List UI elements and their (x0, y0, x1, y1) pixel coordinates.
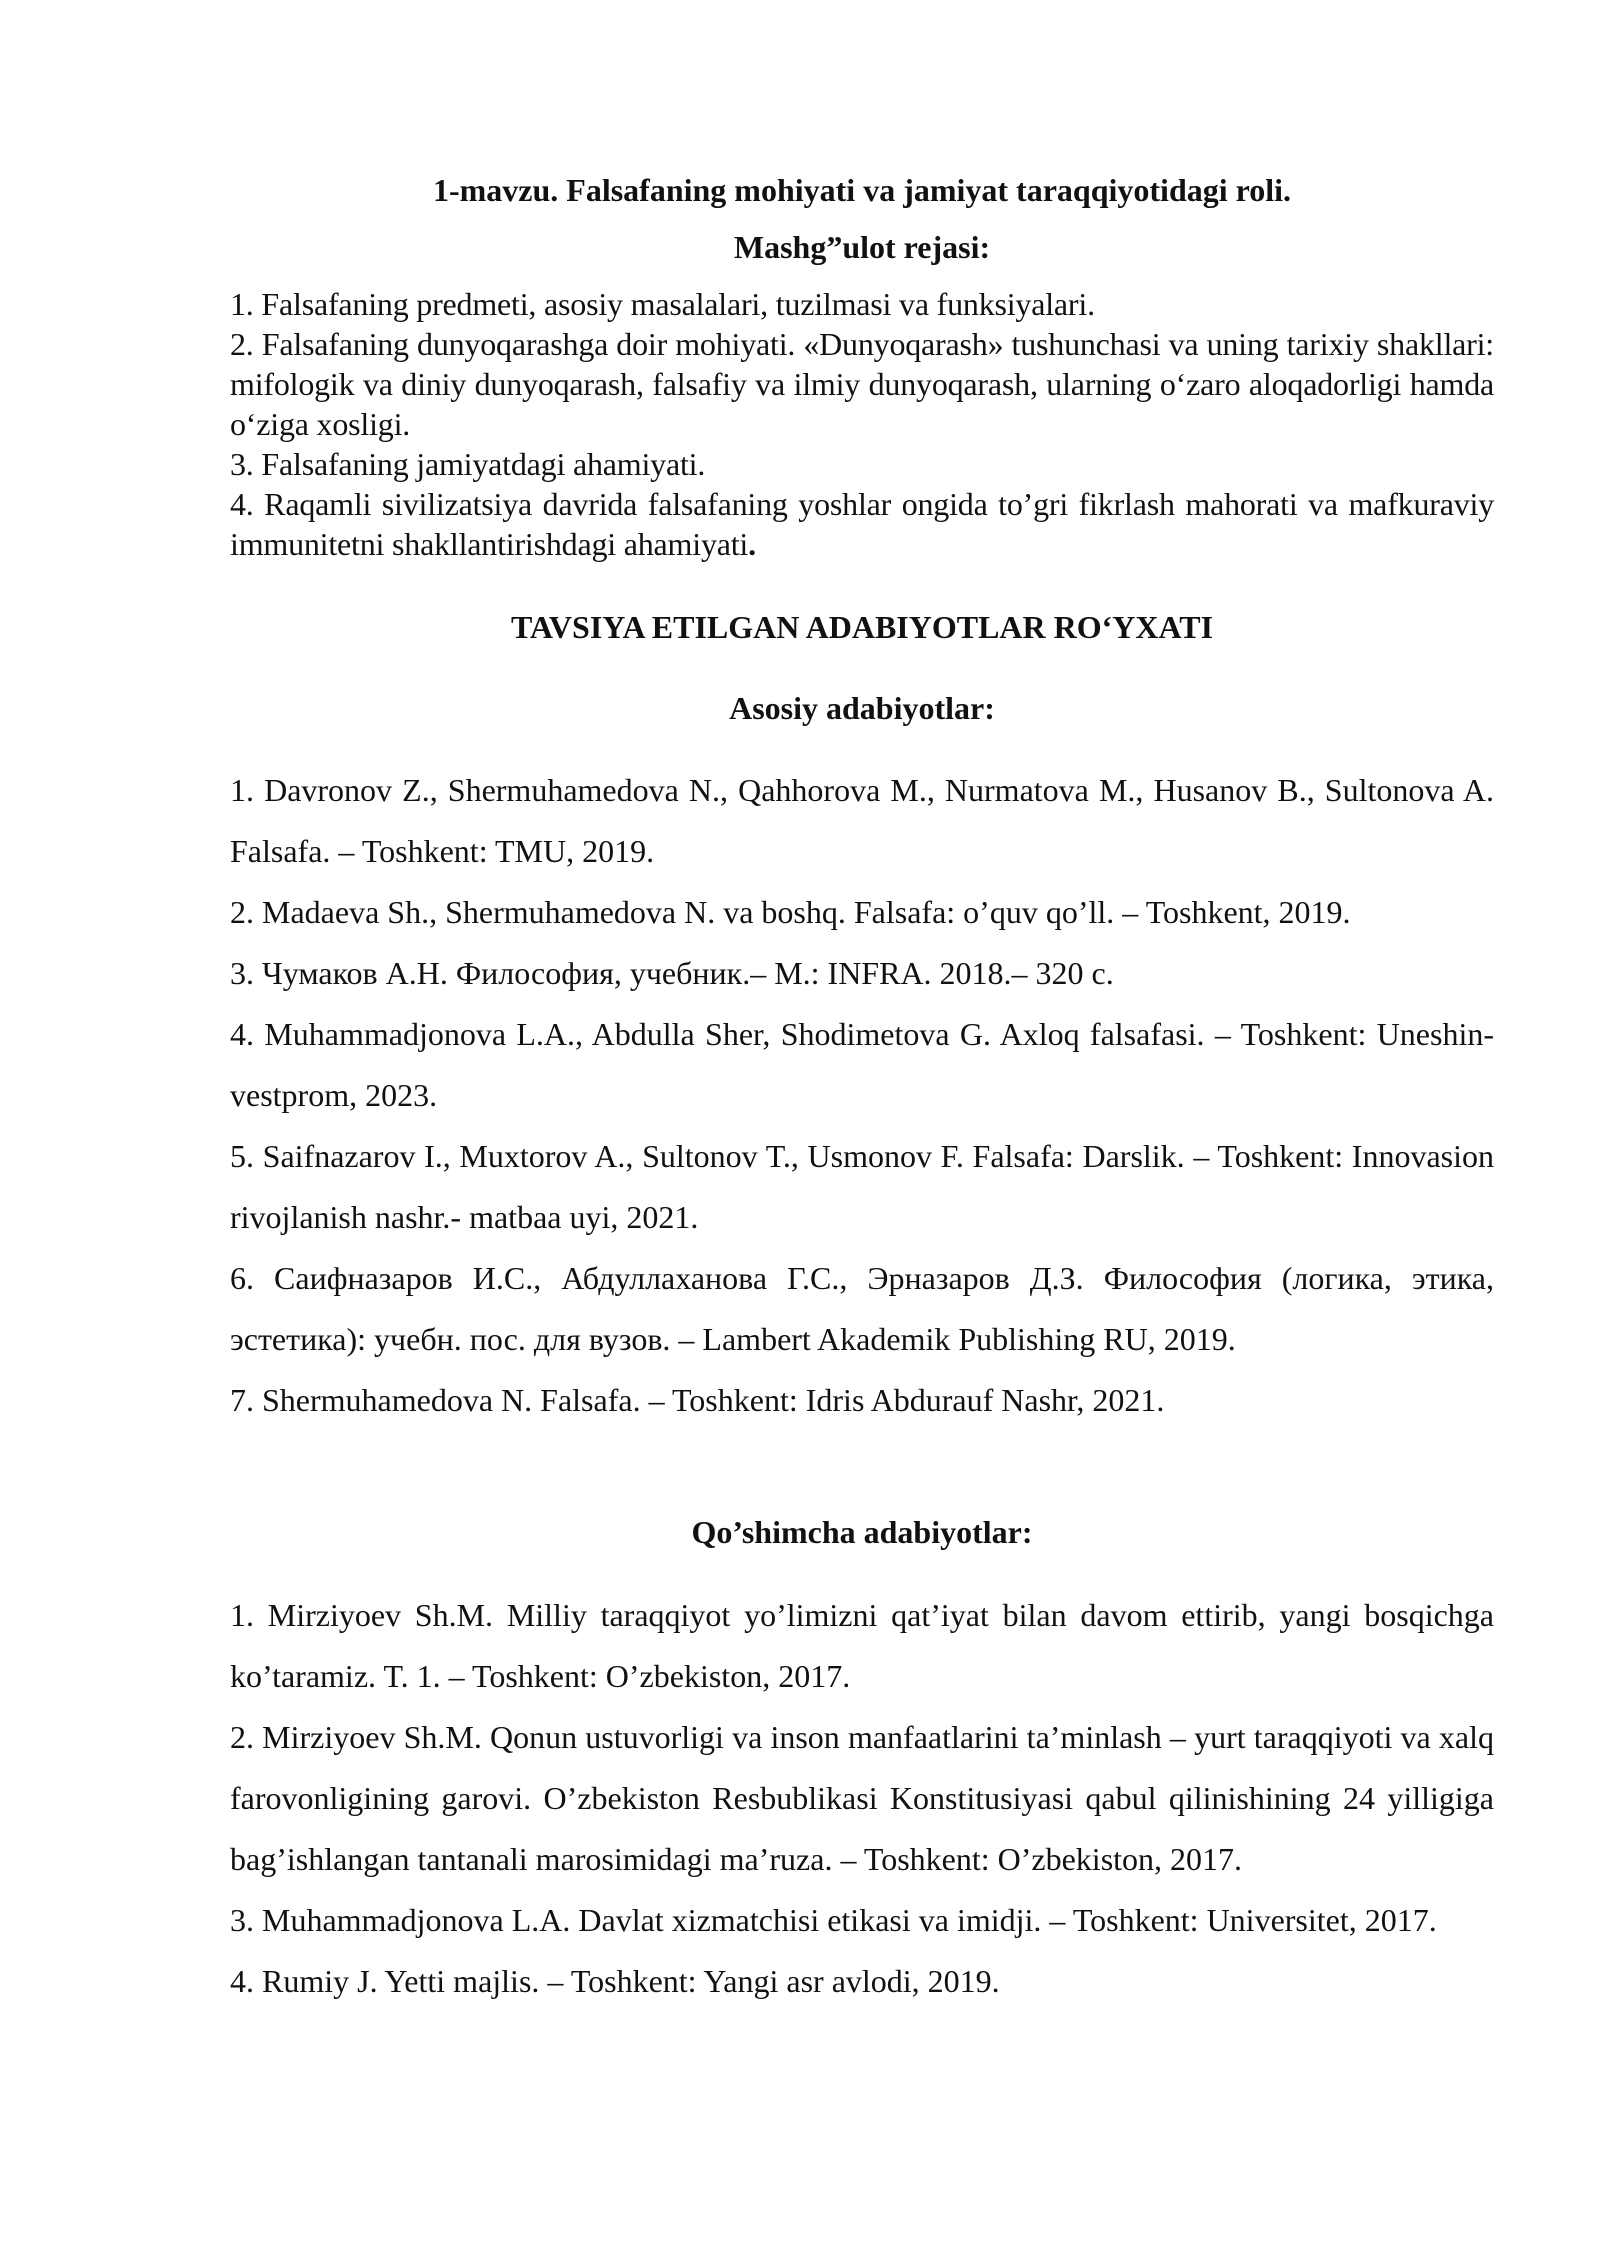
reference-item: 5. Saifnazarov I., Muxtorov A., Sultonov T., Usmonov F. Falsafa: Darslik. – Toshkent: Innovasion rivojlanish nashr.- matbaa uyi, 2021. (230, 1138, 1494, 1235)
reference-item: 2. Madaeva Sh., Shermuhamedova N. va boshq. Falsafa: o’quv qo’ll. – Toshkent, 2019. (230, 894, 1351, 930)
plan-item-end-mark: . (748, 526, 756, 562)
reference-item: 1. Davronov Z., Shermuhamedova N., Qahhorova M., Nurmatova M., Husanov B., Sultonova A. Falsafa. – Toshkent: TMU, 2019. (230, 772, 1494, 869)
reference-item: 3. Чумаков А.Н. Философия, учебник.– М.: INFRA. 2018.– 320 с. (230, 955, 1114, 991)
additional-literature-heading: Qo’shimcha adabiyotlar: (691, 1514, 1033, 1550)
plan-item (230, 484, 1494, 564)
plan-heading: Mashg”ulot rejasi: (733, 229, 991, 265)
plan-item-text: 4. Raqamli sivilizatsiya davrida falsafaning yoshlar ongida to’gri fikrlash mahorati va mafkuraviy immunitetni shakllantirishdagi ahamiyati (230, 486, 1494, 562)
reference-item: 6. Саифназаров И.С., Абдуллаханова Г.С., Эрназаров Д.З. Философия (логика, этика, эстетика): учебн. пос. для вузов. – Lambert Akademik Publishing RU, 2019. (230, 1260, 1494, 1357)
reference-item: 7. Shermuhamedova N. Falsafa. – Toshkent: Idris Abdurauf Nashr, 2021. (230, 1382, 1165, 1418)
reference-item: 4. Rumiy J. Yetti majlis. – Toshkent: Yangi asr avlodi, 2019. (230, 1963, 1000, 1999)
main-literature-heading: Asosiy adabiyotlar: (729, 690, 995, 726)
reference-item: 1. Mirziyoev Sh.M. Milliy taraqqiyot yo’limizni qat’iyat bilan davom ettirib, yangi bosqichga ko’taramiz. T. 1. – Toshkent: O’zbekiston, 2017. (230, 1597, 1494, 1694)
topic-title: 1-mavzu. Falsafaning mohiyati va jamiyat taraqqiyotidagi roli. (432, 172, 1292, 208)
plan-item: 1. Falsafaning predmeti, asosiy masalalari, tuzilmasi va funksiyalari. (230, 286, 1095, 322)
literature-heading: TAVSIYA ETILGAN ADABIYOTLAR RO‘YXATI (510, 609, 1214, 645)
plan-item: 2. Falsafaning dunyoqarashga doir mohiyati. «Dunyoqarash» tushunchasi va uning tarixiy shakllari: mifologik va diniy dunyoqarash, falsafiy va ilmiy dunyoqarash, ularning o‘zaro aloqadorligi hamda o‘ziga xosligi. (230, 326, 1494, 442)
additional-literature-list (230, 1585, 1494, 2012)
reference-item: 3. Muhammadjonova L.A. Davlat xizmatchisi etikasi va imidji. – Toshkent: Universitet, 2017. (230, 1902, 1437, 1938)
reference-item: 2. Mirziyoev Sh.M. Qonun ustuvorligi va inson manfaatlarini ta’minlash – yurt taraqqiyoti va xalq farovonligining garovi. O’zbekiston Resbublikasi Konstitusiyasi qabul qilinishining 24 yilligiga bag’ishlangan tantanali marosimidagi ma’ruza. – Toshkent: O’zbekiston, 2017. (230, 1719, 1494, 1877)
main-literature-list (230, 760, 1494, 1431)
reference-item: 4. Muhammadjonova L.A., Abdulla Sher, Shodimetova G. Axloq falsafasi. – Toshkent: Uneshin- vestprom, 2023. (230, 1016, 1494, 1113)
plan-item: 3. Falsafaning jamiyatdagi ahamiyati. (230, 446, 706, 482)
plan-list (230, 284, 1494, 564)
